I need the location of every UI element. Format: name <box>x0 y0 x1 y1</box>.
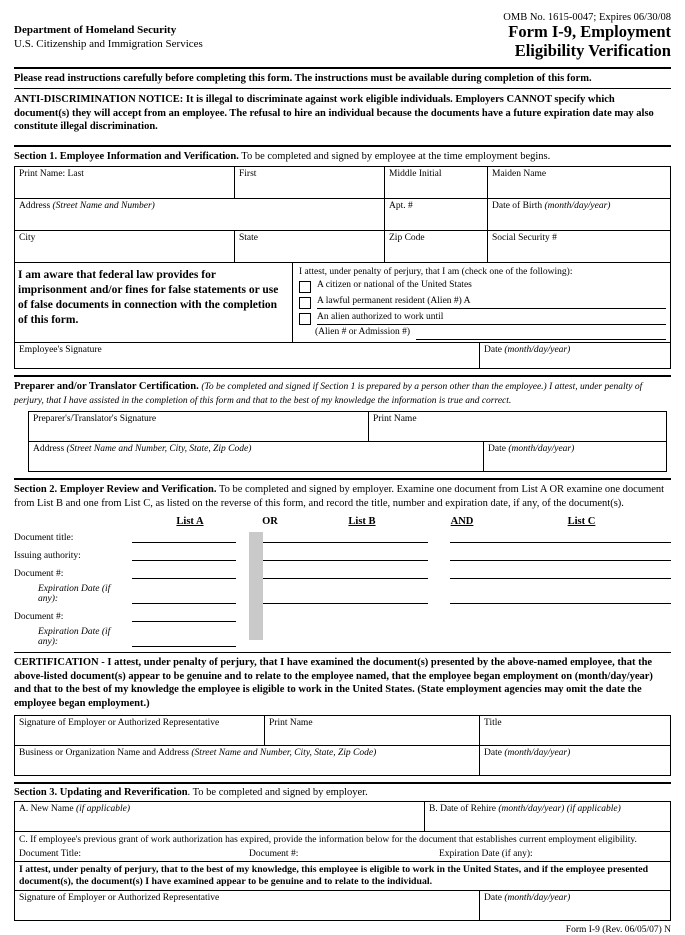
employee-signature-field[interactable]: Employee's Signature <box>15 343 480 368</box>
doc-title-list-b-input[interactable] <box>258 530 428 543</box>
preparer-signature-row <box>29 412 666 441</box>
and-label: AND <box>450 516 474 528</box>
expiration-list-c-input[interactable] <box>450 591 671 604</box>
section2-signature-box <box>14 715 671 776</box>
issuing-authority-list-c-input[interactable] <box>450 548 671 561</box>
list-b-header: List B <box>348 516 376 528</box>
field-s3-expiration-date[interactable]: Expiration Date (if any): <box>439 848 533 859</box>
field-preparer-address[interactable]: Address (Street Name and Number, City, State, Zip Code) <box>29 442 484 471</box>
document-number-list-c-input[interactable] <box>450 566 671 579</box>
expiration-list-a-input-2[interactable] <box>132 634 236 647</box>
section1-signature-row <box>14 343 671 369</box>
field-zip-code[interactable]: Zip Code <box>385 231 488 262</box>
agency-block <box>14 23 203 50</box>
field-s3-date[interactable]: Date (month/day/year) <box>484 893 571 904</box>
expiration-date-label-1: Expiration Date (if any): <box>38 584 111 605</box>
section1-attestation-box <box>14 263 671 343</box>
option-permanent-resident-label: A lawful permanent resident (Alien #) A <box>317 296 666 308</box>
option-alien-authorized-label: An alien authorized to work until <box>317 312 666 324</box>
option-citizen[interactable] <box>299 280 666 293</box>
field-employer-signature[interactable]: Signature of Employer or Authorized Representative <box>15 716 265 745</box>
doc-title-list-a-input[interactable] <box>132 530 236 543</box>
employee-signature-date-field[interactable]: Date (month/day/year) <box>484 345 571 356</box>
preparer-heading <box>14 377 671 411</box>
section2-heading <box>14 480 671 514</box>
field-preparer-signature[interactable]: Preparer's/Translator's Signature <box>29 412 369 441</box>
section3-doc-row <box>19 849 666 859</box>
attestation-options <box>293 263 670 342</box>
document-number-list-a-input-2[interactable] <box>132 609 236 622</box>
form-title-line2: Eligibility Verification <box>514 40 671 60</box>
field-s3-employer-signature[interactable]: Signature of Employer or Authorized Representative <box>15 891 480 920</box>
section1-heading <box>14 147 671 166</box>
section3-signature-row <box>15 890 670 920</box>
department-name: Department of Homeland Security <box>14 24 177 36</box>
field-preparer-date[interactable]: Date (month/day/year) <box>488 443 575 454</box>
doc-row-number-1 <box>14 566 671 579</box>
document-number-list-a-input[interactable] <box>132 566 236 579</box>
section3-c-label: C. If employee's previous grant of work authorization has expired, provide the information below for the document that establishes current employment eligibility. <box>19 834 637 845</box>
field-address[interactable]: Address (Street Name and Number) <box>15 199 385 230</box>
doc-title-label: Document title: <box>14 533 74 544</box>
section2-heading-bold: Section 2. Employer Review and Verification. <box>14 483 217 495</box>
field-date-of-rehire[interactable]: B. Date of Rehire (month/day/year) (if applicable) <box>429 803 621 814</box>
checkbox-permanent-resident[interactable] <box>299 297 311 309</box>
doc-row-title <box>14 530 671 543</box>
or-label: OR <box>262 516 278 528</box>
doc-row-issuing-authority <box>14 548 671 561</box>
or-divider-bar <box>249 532 263 640</box>
anti-discrimination-notice: ANTI-DISCRIMINATION NOTICE: It is illegal to discriminate against work eligible individuals. Employers CANNOT specify which document(s) they will accept from an employee. The refusal to hire an individual because the documents have a future expiration date may also constitute illegal discrimination. <box>14 94 654 133</box>
checkbox-alien-authorized[interactable] <box>299 313 311 325</box>
preparer-fields-box <box>28 411 667 472</box>
omb-number: OMB No. 1615-0047; Expires 06/30/08 <box>503 12 671 23</box>
section1-fields-box <box>14 166 671 263</box>
document-number-label-2: Document #: <box>14 612 64 623</box>
list-a-header: List A <box>176 516 204 528</box>
section1-row-address <box>15 198 670 230</box>
field-business-name-address[interactable]: Business or Organization Name and Address (Street Name and Number, City, State, Zip Code) <box>15 746 480 775</box>
expiration-list-b-input[interactable] <box>258 591 428 604</box>
option-citizen-label: A citizen or national of the United States <box>317 280 472 291</box>
form-revision-footer: Form I-9 (Rev. 06/05/07) N <box>565 925 671 935</box>
section3-row-ab <box>15 802 670 831</box>
read-instructions-text: Please read instructions carefully before completing this form. The instructions must be available during completion of this form. <box>14 72 592 84</box>
field-apt[interactable]: Apt. # <box>385 199 488 230</box>
section2-heading-rest: To be completed and signed by employer. Examine one document from List A OR examine one document from List B and one from List C, as listed on the reverse of this form, and record the title, number and expiration date, if any, of the document(s). <box>14 483 665 509</box>
federal-law-warning: I am aware that federal law provides for imprisonment and/or fines for false statements or use of false documents in connection with the completion of this form. <box>15 263 293 342</box>
issuing-authority-list-a-input[interactable] <box>132 548 236 561</box>
field-maiden-name[interactable]: Maiden Name <box>492 169 547 180</box>
field-employer-title[interactable]: Title <box>484 717 502 728</box>
section3-row-c <box>15 831 670 861</box>
section1-heading-bold: Section 1. Employee Information and Verification. <box>14 150 239 162</box>
attestation-intro: I attest, under penalty of perjury, that I am (check one of the following): <box>299 267 573 278</box>
doc-row-expiration-1 <box>14 584 671 604</box>
issuing-authority-label: Issuing authority: <box>14 551 81 562</box>
document-number-list-b-input[interactable] <box>258 566 428 579</box>
field-last-name[interactable]: Print Name: Last <box>15 167 235 198</box>
field-s3-document-title[interactable]: Document Title: <box>19 848 82 859</box>
field-preparer-print-name[interactable]: Print Name <box>373 413 417 424</box>
employer-signature-row <box>15 716 670 745</box>
form-header <box>14 23 671 61</box>
form-title <box>508 23 671 61</box>
section3-heading-bold: Section 3. Updating and Reverification <box>14 786 188 798</box>
document-number-label-1: Document #: <box>14 569 64 580</box>
field-employer-print-name[interactable]: Print Name <box>265 716 480 745</box>
field-state[interactable]: State <box>235 231 385 262</box>
section3-heading-rest: . To be completed and signed by employer. <box>187 786 368 798</box>
preparer-heading-ital: (To be completed and signed if Section 1 is prepared by a person other than the employee.) I attest, under penalty of perjury, that I have assisted in the completion of this form and that to the best of my knowledge the information is true and correct. <box>14 382 643 406</box>
alien-number-row[interactable] <box>299 327 666 340</box>
section1-row-name <box>15 167 670 198</box>
field-employer-date[interactable]: Date (month/day/year) <box>484 747 571 758</box>
section3-attestation: I attest, under penalty of perjury, that to the best of my knowledge, this employee is eligible to work in the United States, and if the employee presented document(s), the document(s) I have examined appear to be genuine and to relate to the individual. <box>15 861 670 890</box>
section3-box <box>14 801 671 921</box>
employer-business-row <box>15 745 670 775</box>
expiration-date-label-2: Expiration Date (if any): <box>38 627 111 648</box>
doc-row-expiration-2 <box>14 627 671 647</box>
section1-row-city <box>15 230 670 262</box>
doc-title-list-c-input[interactable] <box>450 530 671 543</box>
doc-row-number-2 <box>14 609 671 622</box>
section3-heading <box>14 784 671 801</box>
field-new-name[interactable]: A. New Name (if applicable) <box>15 802 425 831</box>
option-alien-authorized[interactable] <box>299 312 666 325</box>
field-social-security[interactable]: Social Security # <box>492 233 557 244</box>
field-city[interactable]: City <box>15 231 235 262</box>
employer-certification-text: CERTIFICATION - I attest, under penalty of perjury, that I have examined the document(s) presented by the above-named employee, that the above-listed document(s) appear to be genuine and to relate to the employee named, that the employee began employment on (month/day/year) and that to the best of my knowledge the employee is eligible to work in the United States. (State employment agencies may omit the date the employee began employment.) <box>14 657 653 710</box>
field-date-of-birth[interactable]: Date of Birth (month/day/year) <box>492 201 611 212</box>
section1-heading-rest: To be completed and signed by employee at the time employment begins. <box>238 150 551 162</box>
alien-number-line[interactable] <box>416 327 666 340</box>
field-first-name[interactable]: First <box>235 167 385 198</box>
list-c-header: List C <box>567 516 596 528</box>
expiration-list-a-input-1[interactable] <box>132 591 236 604</box>
preparer-heading-bold: Preparer and/or Translator Certification. <box>14 381 199 393</box>
form-title-line1: Form I-9, Employment <box>508 22 671 41</box>
checkbox-citizen[interactable] <box>299 281 311 293</box>
option-permanent-resident[interactable] <box>299 296 666 309</box>
issuing-authority-list-b-input[interactable] <box>258 548 428 561</box>
section2-document-grid <box>14 530 671 647</box>
agency-name: U.S. Citizenship and Immigration Services <box>14 38 203 50</box>
alien-number-note: (Alien # or Admission #) <box>315 327 410 338</box>
section2-list-headers <box>14 514 671 530</box>
preparer-address-row <box>29 441 666 471</box>
field-middle-initial[interactable]: Middle Initial <box>385 167 488 198</box>
field-s3-document-number[interactable]: Document #: <box>249 848 299 859</box>
